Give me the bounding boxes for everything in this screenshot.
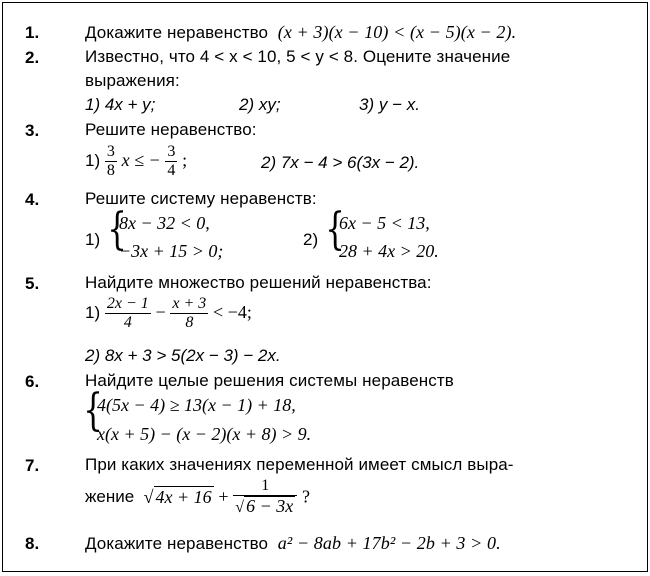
math-expression: (x + 3)(x − 10) < (x − 5)(x − 2). [277, 22, 517, 42]
option [85, 295, 252, 332]
problem-8 [85, 533, 627, 554]
problem-number: 6. [25, 372, 40, 391]
problem-text: Найдите множество решений неравенства: [85, 273, 432, 292]
system-line: 28 + 4x > 20. [339, 241, 439, 261]
problem-number: 3. [25, 121, 40, 140]
fraction: $\frac{1}{√ 6 - 3x}$ [233, 477, 297, 517]
option [85, 143, 187, 180]
system-line: 8x − 32 < 0, [119, 213, 210, 233]
problem-text: выражения: [85, 71, 180, 90]
option: 2) xy; [239, 95, 281, 114]
fraction: $\frac{x + 3}{8}$ [172, 295, 207, 331]
problem-text: Решите систему неравенств: [85, 189, 317, 208]
problem-number: 8. [25, 534, 40, 553]
punctuation: ; [182, 149, 188, 170]
option: 2) 7x − 4 > 6(3x − 2). [261, 153, 420, 172]
problem-number: 7. [25, 456, 40, 475]
problem-text: Докажите неравенство [85, 534, 269, 553]
problem-text: При каких значениях переменной имеет смысл выра- [85, 455, 514, 474]
left-brace: { [107, 204, 127, 255]
system-line: 4(5x − 4) ≥ 13(x − 1) + 18, [97, 395, 296, 415]
left-brace: { [325, 204, 345, 255]
option: 3) y − x. [359, 95, 420, 114]
punctuation: ? [301, 486, 310, 507]
fraction: $\frac{3}{8}$ [106, 143, 115, 179]
problem-text: Найдите целые решения системы неравенств [85, 371, 454, 390]
problem-text: Докажите неравенство [85, 23, 269, 42]
system-line: x(x + 5) − (x − 2)(x + 8) > 9. [97, 424, 312, 444]
fraction: $\frac{3}{4}$ [167, 143, 176, 179]
operator: + [218, 486, 229, 507]
system-label: 2) [303, 230, 319, 249]
problem-text: жение [85, 487, 135, 506]
left-brace: { [83, 385, 103, 436]
option-label: 1) [85, 302, 101, 322]
problem-text: Решите неравенство: [85, 120, 257, 139]
system-line: 6x − 5 < 13, [339, 213, 430, 233]
problem-number: 4. [25, 190, 40, 209]
problem-1 [85, 22, 627, 43]
option: 1) 4x + y; [85, 95, 156, 114]
option: 2) 8x + 3 > 5(2x − 3) − 2x. [85, 346, 281, 365]
math-expression: < −4; [213, 301, 252, 322]
problem-number: 5. [25, 274, 40, 293]
system-line: −3x + 15 > 0; [119, 241, 224, 261]
operator: − [155, 301, 166, 322]
math-expression: a² − 8ab + 17b² − 2b + 3 > 0. [277, 533, 501, 553]
problem-expression [85, 477, 310, 517]
math-expression: x ≤ − [121, 149, 161, 170]
option-label: 1) [85, 150, 101, 170]
problem-number: 2. [25, 48, 40, 67]
system-label: 1) [85, 230, 101, 249]
worksheet [2, 2, 648, 572]
fraction: $\frac{2x - 1}{4}$ [106, 295, 149, 331]
sqrt-expression: √ 4x + 16 [143, 487, 212, 507]
problem-text: Известно, что 4 < x < 10, 5 < y < 8. Оцените значение [85, 47, 511, 66]
problem-number: 1. [25, 23, 40, 42]
